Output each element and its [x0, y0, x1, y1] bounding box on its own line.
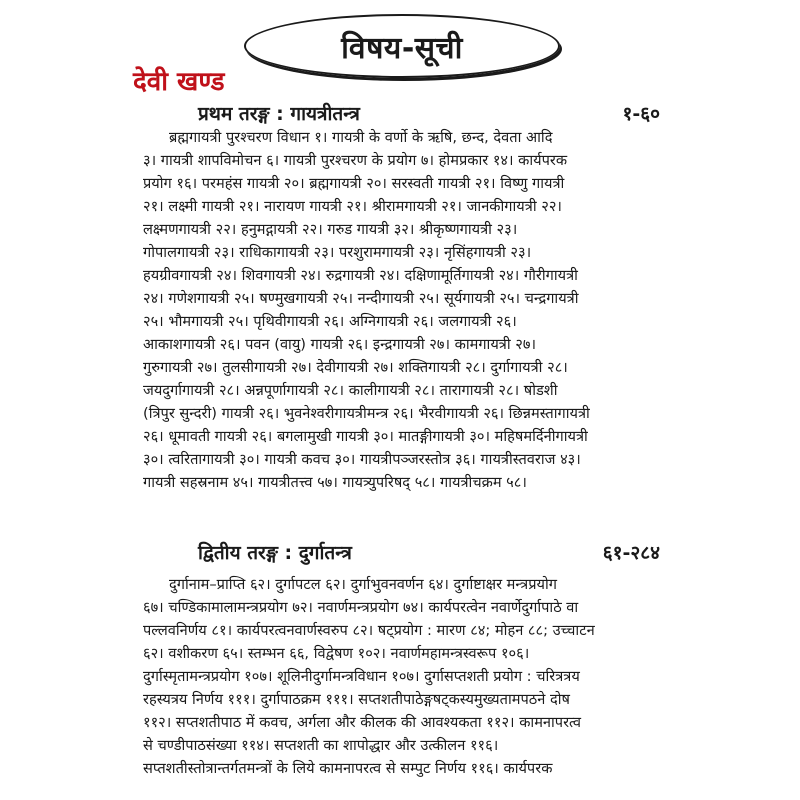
content-line: ११२। सप्तशतीपाठ में कवच, अर्गला और कीलक की आवश्यकता ११२। कामनापरत्व — [143, 714, 582, 731]
content-line: २६। धूमावती गायत्री २६। बगलामुखी गायत्री ३०। मातङ्गीगायत्री ३०। महिषमर्दिनीगायत्री — [143, 428, 588, 445]
content-line: दुर्गानाम–प्राप्ति ६२। दुर्गापटल ६२। दुर्गाभुवनवर्णन ६४। दुर्गाष्टाक्षर मन्त्रप्रयोग — [169, 576, 557, 593]
content-line: से चण्डीपाठसंख्या ११४। सप्तशती का शापोद्धार और उत्कीलन ११६। — [143, 737, 499, 754]
content-line: रहस्यत्रय निर्णय १११। दुर्गापाठक्रम १११। सप्तशतीपाठेङ्गषट्कस्यमुख्यतामपठने दोष — [143, 691, 570, 708]
khand-title: देवी खण्ड — [133, 67, 225, 97]
content-line: दुर्गास्मृतामन्त्रप्रयोग १०७। शूलिनीदुर्गामन्त्रविधान १०७। दुर्गासप्तशती प्रयोग : चरित्रत्रय — [143, 668, 580, 685]
content-line: लक्ष्मणगायत्री २२। हनुमद्गायत्री २२। गरुड गायत्री ३२। श्रीकृष्णगायत्री २३। — [143, 221, 518, 238]
section-content-1 — [143, 126, 661, 494]
content-line: ३०। त्वरितागायत्री ३०। गायत्री कवच ३०। गायत्रीपञ्जरस्तोत्र ३६। गायत्रीस्तवराज ४३। — [143, 451, 581, 468]
content-line: पल्लवनिर्णय ८१। कार्यपरत्वनवार्णस्वरुप ८२। षट्प्रयोग : मारण ८४; मोहन ८८; उच्चाटन — [143, 622, 595, 639]
section-title: द्वितीय तरङ्ग : दुर्गातन्त्र — [198, 542, 352, 564]
section-heading-2 — [198, 539, 660, 565]
content-line: आकाशगायत्री २६। पवन (वायु) गायत्री २६। इन्द्रगायत्री २७। कामगायत्री २७। — [143, 336, 536, 353]
content-line: गायत्री सहस्रनाम ४५। गायत्रीतत्त्व ५७। गायत्र्युपरिषद् ५८। गायत्रीचक्रम ५८। — [143, 474, 527, 491]
section-heading-1 — [198, 100, 660, 126]
content-line: २१। लक्ष्मी गायत्री २१। नारायण गायत्री २१। श्रीरामगायत्री २१। जानकीगायत्री २२। — [143, 198, 562, 215]
content-line: ब्रह्मगायत्री पुरश्चरण विधान १। गायत्री के वर्णो के ऋषि, छन्द, देवता आदि — [169, 129, 553, 146]
content-line: २४। गणेशगायत्री २५। षण्मुखगायत्री २५। नन्दीगायत्री २५। सूर्यगायत्री २५। चन्द्रगायत्री — [143, 290, 579, 307]
content-line: २५। भौमगायत्री २५। पृथिवीगायत्री २६। अग्निगायत्री २६। जलगायत्री २६। — [143, 313, 517, 330]
content-line: हयग्रीवगायत्री २४। शिवगायत्री २४। रुद्रगायत्री २४। दक्षिणामूर्तिगायत्री २४। गौरीगायत्री — [143, 267, 578, 284]
content-line: गोपालगायत्री २३। राधिकागायत्री २३। परशुरामगायत्री २३। नृसिंहगायत्री २३। — [143, 244, 532, 261]
content-line: ६७। चण्डिकामालामन्त्रप्रयोग ७२। नवार्णमन्त्रप्रयोग ७४। कार्यपरत्वेन नवार्णेदुर्गापाठे वा — [143, 599, 579, 616]
content-line: (त्रिपुर सुन्दरी) गायत्री २६। भुवनेश्वरीगायत्रीमन्त्र २६। भैरवीगायत्री २६। छिन्नमस्तागायत्री — [143, 405, 590, 422]
page-range: १-६० — [622, 103, 660, 125]
title-oval — [244, 14, 560, 78]
content-line: गुरुगायत्री २७। तुलसीगायत्री २७। देवीगायत्री २७। शक्तिगायत्री २८। दुर्गागायत्री २८। — [143, 359, 568, 376]
content-line: सप्तशतीस्तोत्रान्तर्गतमन्त्रों के लिये कामनापरत्व से सम्पुट निर्णय ११६। कार्यपरक — [143, 760, 553, 777]
content-line: ३। गायत्री शापविमोचन ६। गायत्री पुरश्चरण के प्रयोग ७। होमप्रकार १४। कार्यपरक — [143, 152, 568, 169]
section-title: प्रथम तरङ्ग : गायत्रीतन्त्र — [198, 103, 360, 125]
content-line: जयदुर्गागायत्री २८। अन्नपूर्णागायत्री २८। कालीगायत्री २८। तारागायत्री २८। षोडशी — [143, 382, 558, 399]
page-range: ६१-२८४ — [602, 542, 660, 564]
section-content-2 — [143, 573, 661, 780]
content-line: प्रयोग १६। परमहंस गायत्री २०। ब्रह्मगायत्री २०। सरस्वती गायत्री २१। विष्णु गायत्री — [143, 175, 565, 192]
page-title: विषय-सूची — [341, 30, 463, 66]
content-line: ६२। वशीकरण ६५। स्तम्भन ६६, विद्वेषण १०२। नवार्णमहामन्त्रस्वरूप १०६। — [143, 645, 530, 662]
